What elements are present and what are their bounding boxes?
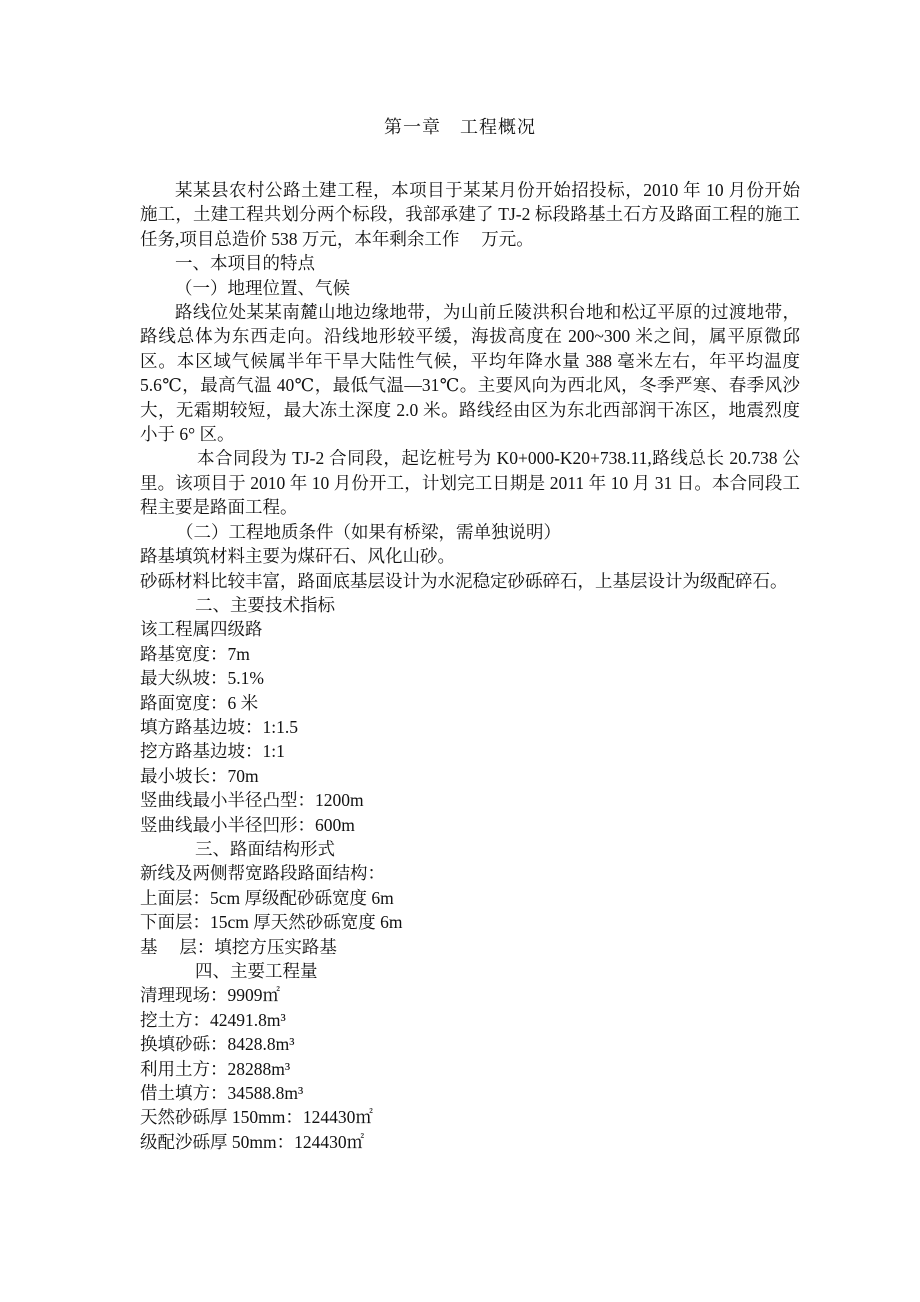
tech-item: 该工程属四级路 (140, 619, 263, 640)
pavement-item: 新线及两侧帮宽路段路面结构： (140, 863, 385, 884)
geology-line-2: 砂砾材料比较丰富，路面底基层设计为水泥稳定砂砾碎石，上基层设计为级配碎石。 (140, 570, 788, 591)
quantity-item: 借土填方：34588.8m³ (140, 1083, 304, 1104)
quantity-item: 换填砂砾：8428.8m³ (140, 1034, 295, 1055)
quantity-item: 级配沙砾厚 50mm：124430㎡ (140, 1131, 365, 1152)
subsection-heading-location-climate: （一）地理位置、气候 (175, 277, 350, 298)
section-heading-quantities: 四、主要工程量 (195, 961, 318, 981)
section-heading-pavement-structure: 三、路面结构形式 (195, 838, 335, 859)
intro-paragraph: 某某县农村公路土建工程，本项目于某某月份开始招投标，2010 年 10 月份开始施工，土建工程共划分两个标段，我部承建了 TJ-2 标段路基土石方及路面工程的施工任务,项目总造价 538 万元，本年剩余工作 万元。 (140, 180, 800, 249)
quantity-item: 清理现场：9909㎡ (140, 985, 280, 1006)
tech-item: 最大纵坡：5.1% (140, 668, 264, 689)
pavement-item: 基 层：填挖方压实路基 (140, 936, 337, 957)
quantity-item: 天然砂砾厚 150mm：124430㎡ (140, 1107, 373, 1128)
tech-item: 挖方路基边坡：1:1 (140, 741, 285, 762)
location-climate-paragraph: 路线位处某某南麓山地边缘地带，为山前丘陵洪积台地和松辽平原的过渡地带，路线总体为东西走向。沿线地形较平缓，海拔高度在 200~300 米之间，属平原微邱区。本区域气候属半年干旱大陆性气候，平均年降水量 388 毫米左右，年平均温度 5.6℃，最高气温 40℃，最低气温—31℃。主要风向为西北风，冬季严寒、春季风沙大，无霜期较短，最大冻土深度 2.0 米。路线经由区为东北西部润干冻区，地震烈度小于 6° 区。 (140, 302, 800, 445)
tech-item: 竖曲线最小半径凸型：1200m (140, 790, 364, 811)
tech-item: 路面宽度：6 米 (140, 692, 259, 713)
quantity-item: 挖土方：42491.8m³ (140, 1009, 286, 1030)
contract-section-paragraph: 本合同段为 TJ-2 合同段，起讫桩号为 K0+000-K20+738.11,路线总长 20.738 公里。该项目于 2010 年 10 月份开工，计划完工日期是 2011 年 10 月 31 日。本合同段工程主要是路面工程。 (140, 448, 800, 518)
section-heading-technical-indicators: 二、主要技术指标 (195, 594, 335, 615)
pavement-item: 下面层：15cm 厚天然砂砾宽度 6m (140, 912, 403, 933)
document-body (140, 178, 800, 1154)
quantity-item: 利用土方：28288m³ (140, 1058, 291, 1079)
tech-item: 最小坡长：70m (140, 765, 259, 786)
pavement-item: 上面层：5cm 厚级配砂砾宽度 6m (140, 887, 394, 908)
tech-item: 填方路基边坡：1:1.5 (140, 716, 298, 737)
tech-item: 路基宽度：7m (140, 643, 250, 664)
tech-item: 竖曲线最小半径凹形：600m (140, 814, 355, 835)
chapter-title: 第一章 工程概况 (384, 117, 536, 137)
subsection-heading-geology: （二）工程地质条件（如果有桥梁，需单独说明） (176, 521, 561, 542)
geology-line-1: 路基填筑材料主要为煤矸石、风化山砂。 (140, 546, 455, 567)
section-heading-features: 一、本项目的特点 (175, 253, 315, 274)
